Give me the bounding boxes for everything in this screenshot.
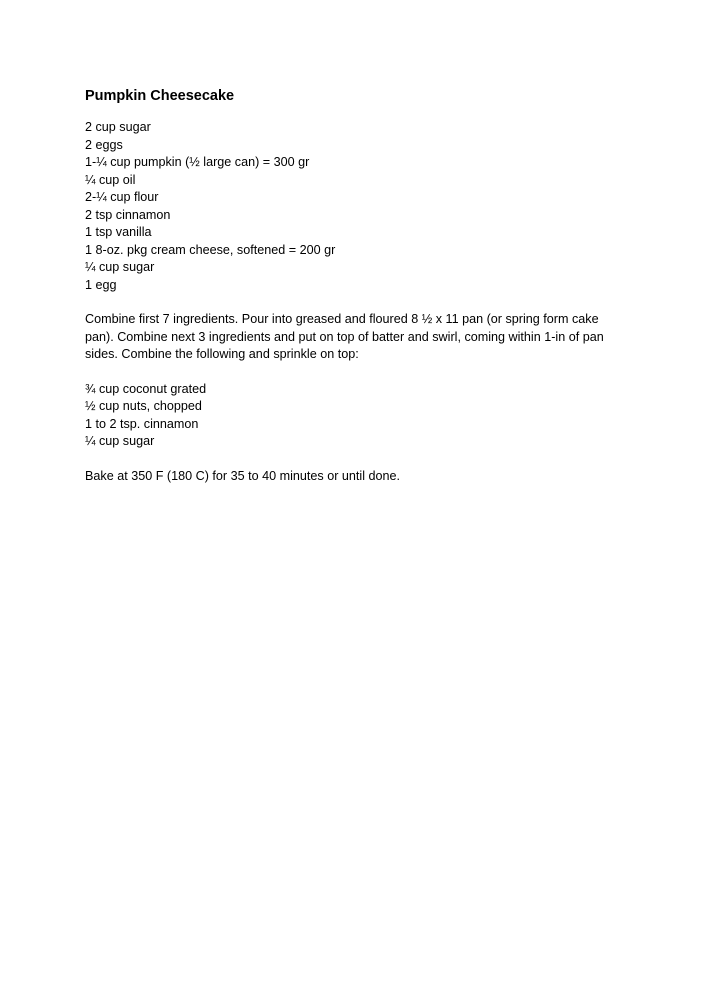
ingredient-item: ¼ cup sugar (85, 260, 155, 274)
ingredient-list (85, 119, 625, 294)
ingredient-item: 1 egg (85, 277, 117, 292)
topping-item: 1 to 2 tsp. cinnamon (85, 416, 199, 431)
instructions-paragraph: Combine first 7 ingredients. Pour into greased and floured 8 ½ x 11 pan (or spring form cake pan). Combine next 3 ingredients and put on top of batter and swirl, coming within 1-in of pan sides. Combine the following and sprinkle on top: (85, 312, 604, 361)
ingredient-item: 2 tsp cinnamon (85, 207, 171, 222)
ingredient-item: ¼ cup oil (85, 172, 136, 187)
topping-item: ¼ cup sugar (85, 434, 155, 448)
ingredient-item: 2 cup sugar (85, 120, 151, 134)
ingredient-item: 2-¼ cup flour (85, 190, 159, 204)
ingredient-item: 1 8-oz. pkg cream cheese, softened = 200 gr (85, 242, 336, 257)
recipe-content (85, 86, 625, 485)
ingredient-item: 1-¼ cup pumpkin (½ large can) = 300 gr (85, 155, 310, 169)
recipe-title: Pumpkin Cheesecake (85, 88, 235, 104)
ingredient-item: 2 eggs (85, 137, 123, 152)
bake-instructions: Bake at 350 F (180 C) for 35 to 40 minutes or until done. (85, 468, 401, 483)
topping-list (85, 381, 625, 451)
topping-item: ¾ cup coconut grated (85, 381, 207, 396)
ingredient-item: 1 tsp vanilla (85, 225, 152, 239)
topping-item: ½ cup nuts, chopped (85, 399, 202, 413)
